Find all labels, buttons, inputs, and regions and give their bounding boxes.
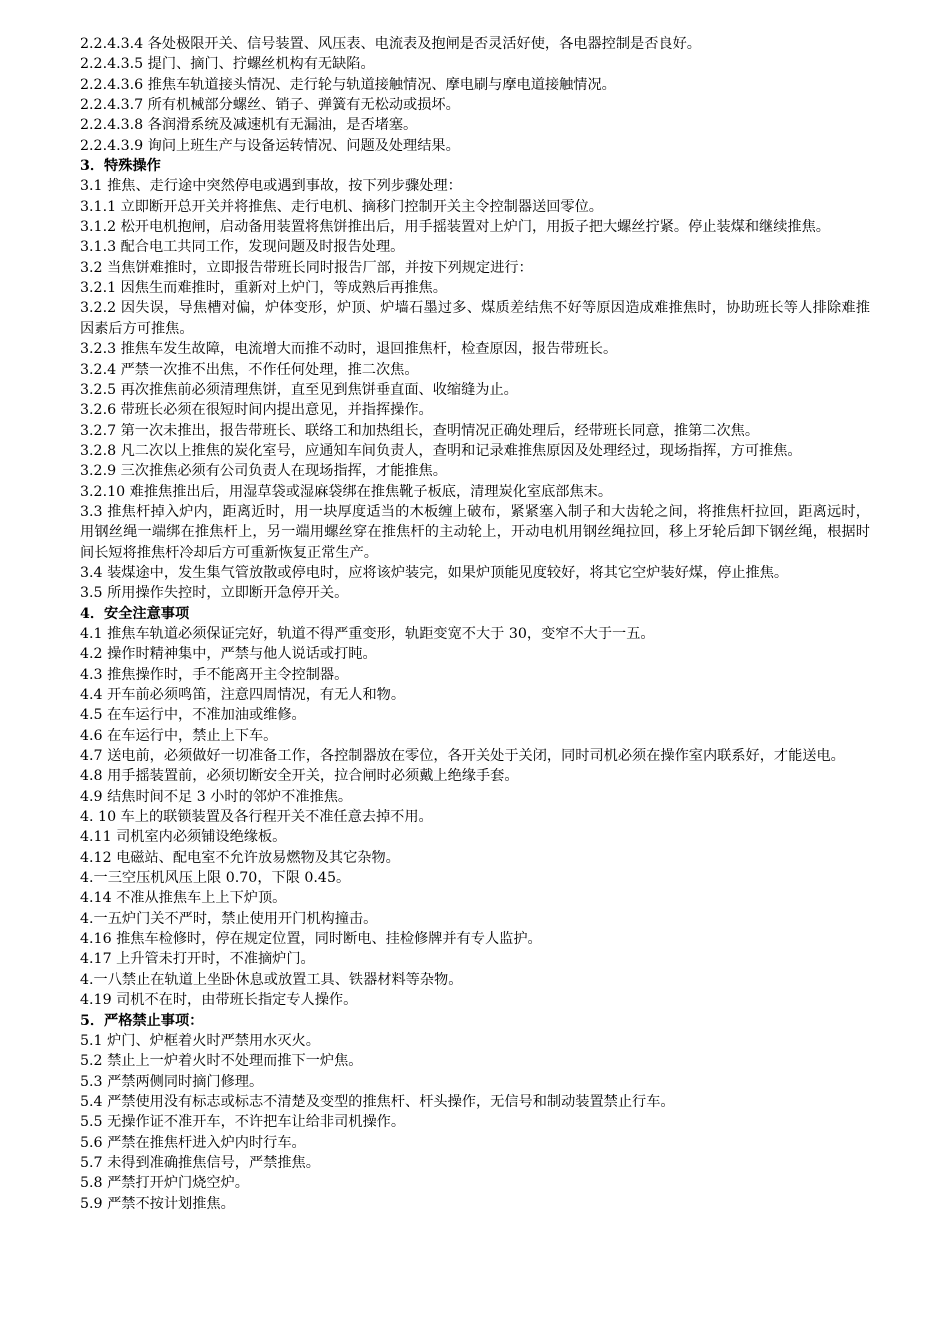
paragraph-line: 4.1 推焦车轨道必须保证完好，轨道不得严重变形，轨距变宽不大于 30，变窄不大于一五。 <box>80 625 655 642</box>
paragraph-line: 3.2.8 凡二次以上推焦的炭化室号，应通知车间负责人，查明和记录难推焦原因及处理经过，现场指挥，方可推焦。 <box>80 442 802 459</box>
paragraph-line: 5.2 禁止上一炉着火时不处理而推下一炉焦。 <box>80 1053 363 1070</box>
paragraph-line: 4.11 司机室内必须铺设绝缘板。 <box>80 829 287 846</box>
paragraph-line: 3.2.1 因焦生而难推时，重新对上炉门，等成熟后再推焦。 <box>80 280 447 297</box>
paragraph-line: 4.3 推焦操作时，手不能离开主令控制器。 <box>80 666 349 683</box>
paragraph-line: 4.4 开车前必须鸣笛，注意四周情况，有无人和物。 <box>80 687 406 703</box>
paragraph-line: 4.6 在车运行中，禁止上下车。 <box>80 727 278 744</box>
paragraph-line: 5.8 严禁打开炉门烧空炉。 <box>80 1175 249 1192</box>
paragraph-line: 5.9 严禁不按计划推焦。 <box>80 1195 235 1212</box>
paragraph-line: 5.5 无操作证不准开车，不许把车让给非司机操作。 <box>80 1114 406 1131</box>
paragraph-line: 3.2.6 带班长必须在很短时间内提出意见，并指挥操作。 <box>80 402 433 419</box>
paragraph-line: 2.2.4.3.9 询问上班生产与设备运转情况、问题及处理结果。 <box>80 137 460 154</box>
paragraph-line: 4.14 不准从推焦车上上下炉顶。 <box>80 890 287 907</box>
paragraph-line: 4. 10 车上的联锁装置及各行程开关不准任意去掉不用。 <box>80 809 433 826</box>
section-heading: 3．特殊操作 <box>80 158 161 175</box>
paragraph-line: 4.一五炉门关不严时，禁止使用开门机构撞击。 <box>80 910 378 927</box>
paragraph-line: 4.2 操作时精神集中，严禁与他人说话或打盹。 <box>80 646 377 663</box>
paragraph-line: 3.2.3 推焦车发生故障，电流增大而推不动时，退回推焦杆，检查原因，报告带班长。 <box>80 341 618 358</box>
paragraph-line: 2.2.4.3.4 各处极限开关、信号装置、风压表、电流表及抱闸是否灵活好使，各电器控制是否良好。 <box>80 36 701 52</box>
paragraph-line: 2.2.4.3.6 推焦车轨道接头情况、走行轮与轨道接触情况、摩电刷与摩电道接触情况。 <box>80 76 616 93</box>
section-heading: 5．严格禁止事项： <box>80 1012 204 1029</box>
paragraph-line: 3.1.1 立即断开总开关并将推焦、走行电机、摘移门控制开关主令控制器送回零位。 <box>80 198 603 215</box>
paragraph-line: 4.17 上升管未打开时，不准摘炉门。 <box>80 951 315 968</box>
paragraph-line: 5.3 严禁两侧同时摘门修理。 <box>80 1073 264 1090</box>
paragraph-line: 4.19 司机不在时，由带班长指定专人操作。 <box>80 992 358 1009</box>
paragraph-line: 4.5 在车运行中，不准加油或维修。 <box>80 707 306 724</box>
paragraph-line: 3.2.7 第一次未推出，报告带班长、联络工和加热组长，查明情况正确处理后，经带班长同意，推第二次焦。 <box>80 422 760 439</box>
paragraph-line: 4.8 用手摇装置前，必须切断安全开关，拉合闸时必须戴上绝缘手套。 <box>80 768 519 785</box>
paragraph-line: 5.1 炉门、炉框着火时严禁用水灭火。 <box>80 1032 320 1049</box>
paragraph-line: 2.2.4.3.8 各润滑系统及减速机有无漏油，是否堵塞。 <box>80 117 418 134</box>
paragraph-line: 4.9 结焦时间不足 3 小时的邻炉不准推焦。 <box>80 788 353 805</box>
paragraph-line: 3.1.3 配合电工共同工作，发现问题及时报告处理。 <box>80 239 405 256</box>
paragraph-line: 3.2.10 难推焦推出后，用湿草袋或湿麻袋绑在推焦靴子板底，清理炭化室底部焦末。 <box>80 483 613 500</box>
paragraph-line: 2.2.4.3.5 提门、摘门、拧螺丝机构有无缺陷。 <box>80 56 375 73</box>
paragraph-line: 3.2.9 三次推焦必须有公司负责人在现场指挥，才能推焦。 <box>80 463 447 480</box>
paragraph-line: 4.12 电磁站、配电室不允许放易燃物及其它杂物。 <box>80 849 400 866</box>
paragraph-line: 4.一三空压机风压上限 0.70，下限 0.45。 <box>80 870 351 887</box>
paragraph-line: 4.16 推焦车检修时，停在规定位置，同时断电、挂检修牌并有专人监护。 <box>80 931 542 948</box>
paragraph-line: 5.7 未得到准确推焦信号，严禁推焦。 <box>80 1154 320 1171</box>
paragraph-line: 3.2 当焦饼难推时，立即报告带班长同时报告厂部，并按下列规定进行： <box>80 259 533 276</box>
paragraph-line: 3.1.2 松开电机抱闸，启动备用装置将焦饼推出后，用手摇装置对上炉门，用扳子把大螺丝拧紧。停止装煤和继续推焦。 <box>80 219 830 236</box>
paragraph-line: 3.3 推焦杆掉入炉内，距离近时，用一块厚度适当的木板缠上破布，紧紧塞入制子和大齿轮之间，将推焦杆拉回，距离远时，用钢丝绳一端绑在推焦杆上，另一端用螺丝穿在推焦杆的主动轮上，开动电机用钢丝绳拉回，移上牙轮后卸下钢丝绳，根据时间长短将推焦杆冷却后方可重新恢复正常生产。 <box>80 503 870 561</box>
paragraph-line: 5.4 严禁使用没有标志或标志不清楚及变型的推焦杆、杆头操作，无信号和制动装置禁止行车。 <box>80 1093 675 1110</box>
document-body <box>80 34 870 1214</box>
paragraph-line: 3.2.5 再次推焦前必须清理焦饼，直至见到焦饼垂直面、收缩缝为止。 <box>80 381 518 398</box>
paragraph-line: 3.2.2 因失误，导焦槽对偏，炉体变形，炉顶、炉墙石墨过多、煤质差结焦不好等原因造成难推焦时，协助班长等人排除难推因素后方可推焦。 <box>80 300 870 337</box>
section-heading: 4．安全注意事项 <box>80 605 190 622</box>
paragraph-line: 4.7 送电前，必须做好一切准备工作，各控制器放在零位，各开关处于关闭，同时司机必须在操作室内联系好，才能送电。 <box>80 748 845 765</box>
paragraph-line: 3.1 推焦、走行途中突然停电或遇到事故，按下列步骤处理： <box>80 178 462 195</box>
paragraph-line: 3.4 装煤途中，发生集气管放散或停电时，应将该炉装完，如果炉顶能见度较好，将其它空炉装好煤，停止推焦。 <box>80 564 789 581</box>
paragraph-line: 4.一八禁止在轨道上坐卧休息或放置工具、铁器材料等杂物。 <box>80 971 463 988</box>
paragraph-line: 2.2.4.3.7 所有机械部分螺丝、销子、弹簧有无松动或损坏。 <box>80 97 460 114</box>
paragraph-line: 5.6 严禁在推焦杆进入炉内时行车。 <box>80 1134 306 1151</box>
paragraph-line: 3.5 所用操作失控时，立即断开急停开关。 <box>80 585 349 602</box>
paragraph-line: 3.2.4 严禁一次推不出焦，不作任何处理，推二次焦。 <box>80 361 419 378</box>
